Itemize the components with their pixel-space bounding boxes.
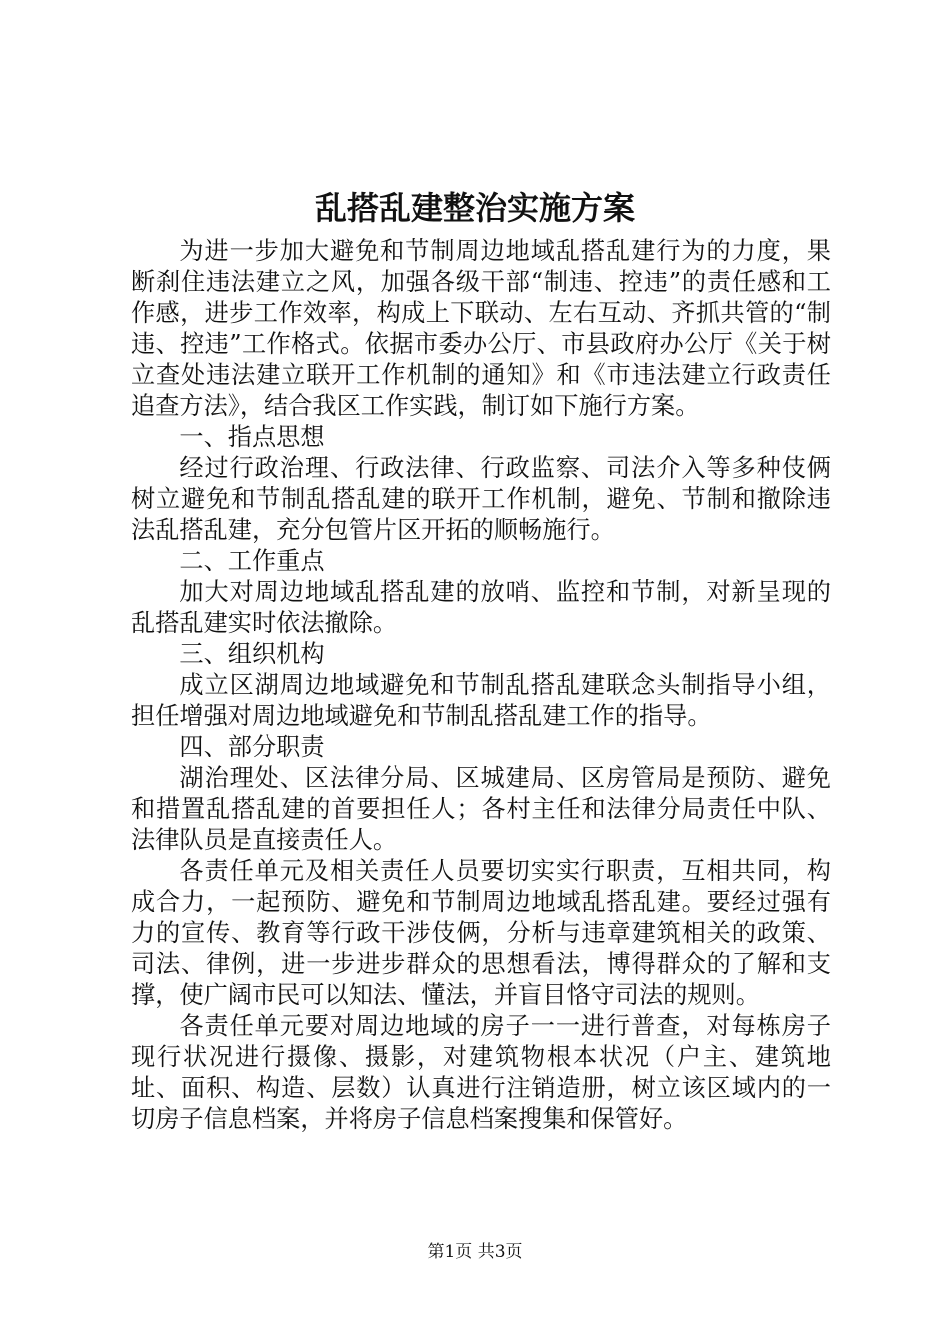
document-body <box>131 236 831 1135</box>
organization-paragraph: 成立区湖周边地域避免和节制乱搭乱建联念头制指导小组，担任增强对周边地域避免和节制乱搭乱建工作的指导。 <box>131 671 831 730</box>
section-heading-organization: 三、组织机构 <box>179 640 325 668</box>
page-number-footer: 第1页 共3页 <box>427 1242 523 1262</box>
section-heading-responsibilities: 四、部分职责 <box>179 733 325 761</box>
responsibilities-paragraph-3: 各责任单元要对周边地域的房子一一进行普查，对每栋房子现行状况进行摄像、摄影，对建筑物根本状况（户主、建筑地址、面积、构造、层数）认真进行注销造册，树立该区域内的一切房子信息档案，并将房子信息档案搜集和保管好。 <box>131 1012 831 1133</box>
responsibilities-paragraph-2: 各责任单元及相关责任人员要切实实行职责，互相共同，构成合力，一起预防、避免和节制周边地域乱搭乱建。要经过强有力的宣传、教育等行政干涉伎俩，分析与违章建筑相关的政策、司法、律例，进一步进步群众的思想看法，博得群众的了解和支撑，使广阔市民可以知法、懂法，并盲目恪守司法的规则。 <box>131 857 831 1009</box>
work-focus-paragraph: 加大对周边地域乱搭乱建的放哨、监控和节制，对新呈现的乱搭乱建实时依法撤除。 <box>131 578 831 637</box>
section-heading-guiding-thought: 一、指点思想 <box>179 423 325 451</box>
document-title: 乱搭乱建整治实施方案 <box>314 189 635 227</box>
section-heading-work-focus: 二、工作重点 <box>179 547 325 575</box>
guiding-thought-paragraph: 经过行政治理、行政法律、行政监察、司法介入等多种伎俩树立避免和节制乱搭乱建的联开工作机制，避免、节制和撤除违法乱搭乱建，充分包管片区开拓的顺畅施行。 <box>131 454 831 544</box>
responsibilities-paragraph-1: 湖治理处、区法律分局、区城建局、区房管局是预防、避免和措置乱搭乱建的首要担任人；各村主任和法律分局责任中队、法律队员是直接责任人。 <box>131 764 831 854</box>
intro-paragraph: 为进一步加大避免和节制周边地域乱搭乱建行为的力度，果断刹住违法建立之风，加强各级干部“制违、控违”的责任感和工作感，进步工作效率，构成上下联动、左右互动、齐抓共管的“制违、控违”工作格式。依据市委办公厅、市县政府办公厅《关于树立查处违法建立联开工作机制的通知》和《市违法建立行政责任追查方法》，结合我区工作实践，制订如下施行方案。 <box>131 237 831 420</box>
